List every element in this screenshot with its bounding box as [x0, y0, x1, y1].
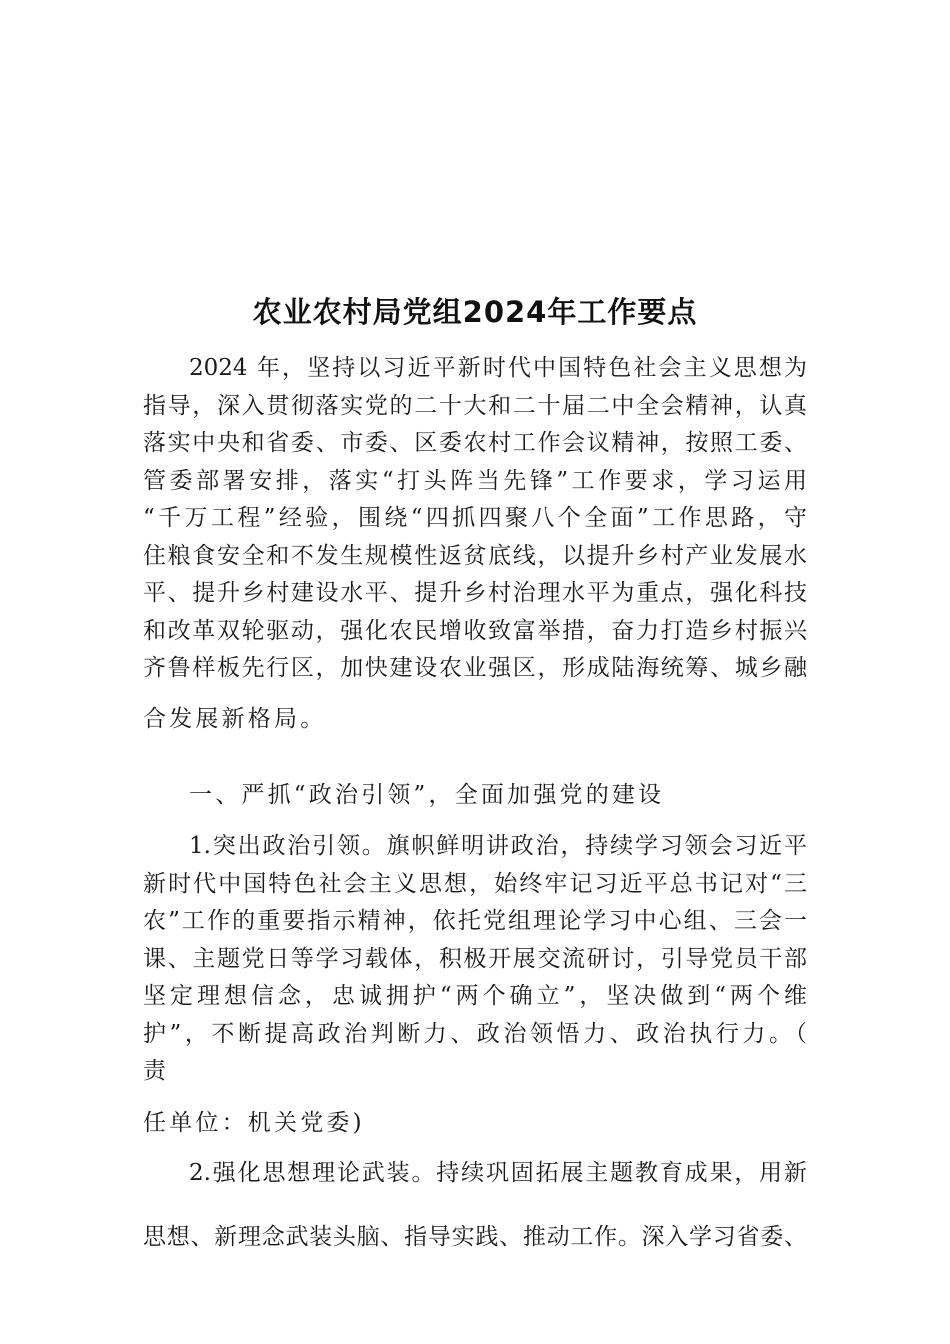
intro-line: 落实中央和省委、市委、区委农村工作会议精神，按照工委、	[143, 430, 807, 456]
intro-line: 和改革双轮驱动，强化农民增收致富举措，奋力打造乡村振兴	[143, 618, 807, 644]
item-line: 新时代中国特色社会主义思想，始终牢记习近平总书记对“三	[143, 871, 807, 897]
intro-line: 指导，深入贯彻落实党的二十大和二十届二中全会精神，认真	[143, 393, 807, 419]
intro-line: 齐鲁样板先行区，加快建设农业强区，形成陆海统筹、城乡融	[143, 655, 807, 681]
item-line: 1.突出政治引领。旗帜鲜明讲政治，持续学习领会习近平	[189, 833, 807, 859]
item-line: 任单位：机关党委)	[143, 1110, 365, 1136]
item-line: 思想、新理念武装头脑、指导实践、推动工作。深入学习省委、	[143, 1224, 807, 1250]
section-heading: 一、严抓“政治引领”，全面加强党的建设	[189, 782, 665, 808]
document-title: 农业农村局党组2024年工作要点	[252, 295, 698, 329]
item-line: 坚定理想信念，忠诚拥护“两个确立”，坚决做到“两个维	[143, 983, 807, 1009]
intro-line: 住粮食安全和不发生规模性返贫底线，以提升乡村产业发展水	[143, 543, 807, 569]
intro-line: “千万工程”经验，围绕“四抓四聚八个全面”工作思路，守	[143, 505, 807, 531]
intro-line: 合发展新格局。	[143, 706, 327, 732]
item-line: 责	[143, 1058, 170, 1084]
intro-line: 管委部署安排，落实“打头阵当先锋”工作要求，学习运用	[143, 468, 807, 494]
item-line: 农”工作的重要指示精神，依托党组理论学习中心组、三会一	[143, 908, 807, 934]
intro-line: 平、提升乡村建设水平、提升乡村治理水平为重点，强化科技	[143, 580, 807, 606]
item-line: 课、主题党日等学习载体，积极开展交流研讨，引导党员干部	[143, 946, 807, 972]
intro-line: 2024 年，坚持以习近平新时代中国特色社会主义思想为	[189, 355, 807, 381]
item-line: 护”，不断提高政治判断力、政治领悟力、政治执行力。（	[143, 1021, 807, 1047]
item-line: 2.强化思想理论武装。持续巩固拓展主题教育成果，用新	[189, 1160, 807, 1186]
